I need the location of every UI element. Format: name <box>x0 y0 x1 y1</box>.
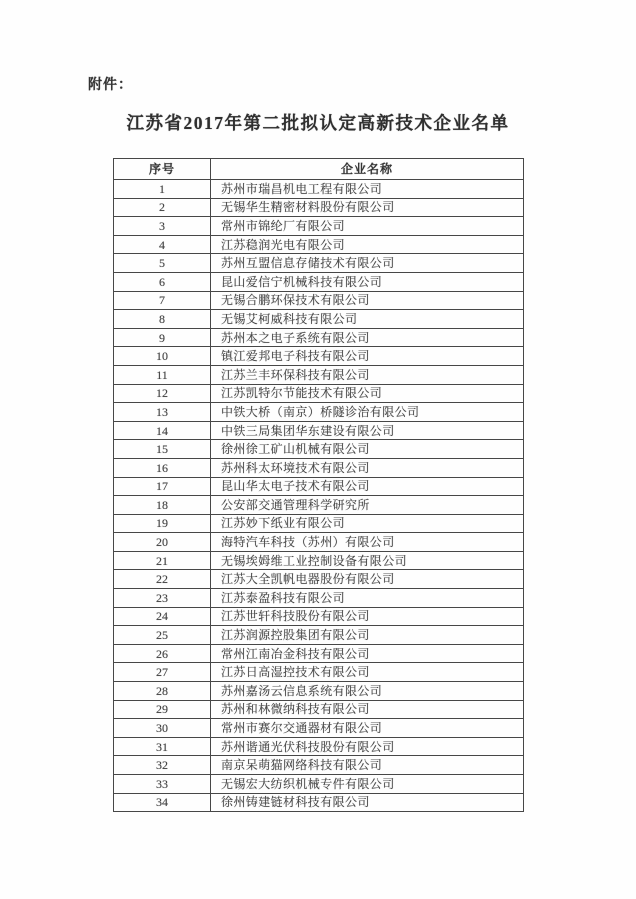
enterprise-name: 无锡华生精密材料股份有限公司 <box>211 198 524 217</box>
row-serial-number: 11 <box>114 365 211 384</box>
enterprise-name: 徐州徐工矿山机械有限公司 <box>211 440 524 459</box>
table-row <box>114 384 524 403</box>
row-serial-number: 34 <box>114 793 211 812</box>
row-serial-number: 2 <box>114 198 211 217</box>
row-serial-number: 6 <box>114 272 211 291</box>
table-row <box>114 328 524 347</box>
table-row <box>114 551 524 570</box>
enterprise-name: 中铁大桥（南京）桥隧诊治有限公司 <box>211 403 524 422</box>
table-row <box>114 235 524 254</box>
table-row <box>114 421 524 440</box>
enterprise-name: 苏州嘉汤云信息系统有限公司 <box>211 682 524 701</box>
enterprise-name: 常州市锦纶厂有限公司 <box>211 217 524 236</box>
row-serial-number: 25 <box>114 626 211 645</box>
row-serial-number: 32 <box>114 756 211 775</box>
row-serial-number: 8 <box>114 310 211 329</box>
enterprise-name: 无锡宏大纺织机械专件有限公司 <box>211 775 524 794</box>
table-header-row <box>114 159 524 180</box>
enterprise-name: 苏州和林微纳科技有限公司 <box>211 700 524 719</box>
table-row <box>114 514 524 533</box>
table-row <box>114 403 524 422</box>
row-serial-number: 5 <box>114 254 211 273</box>
table-row <box>114 272 524 291</box>
page-title: 江苏省2017年第二批拟认定高新技术企业名单 <box>126 113 510 133</box>
table-row <box>114 793 524 812</box>
enterprise-name: 江苏妙下纸业有限公司 <box>211 514 524 533</box>
row-serial-number: 24 <box>114 607 211 626</box>
table-row <box>114 682 524 701</box>
table-row <box>114 775 524 794</box>
row-serial-number: 4 <box>114 235 211 254</box>
row-serial-number: 21 <box>114 551 211 570</box>
row-serial-number: 27 <box>114 663 211 682</box>
enterprise-name: 无锡艾柯威科技有限公司 <box>211 310 524 329</box>
row-serial-number: 17 <box>114 477 211 496</box>
row-serial-number: 28 <box>114 682 211 701</box>
enterprise-name: 苏州本之电子系统有限公司 <box>211 328 524 347</box>
enterprise-name: 公安部交通管理科学研究所 <box>211 496 524 515</box>
table-body <box>114 180 524 812</box>
row-serial-number: 23 <box>114 589 211 608</box>
row-serial-number: 18 <box>114 496 211 515</box>
enterprise-name: 江苏泰盈科技有限公司 <box>211 589 524 608</box>
row-serial-number: 26 <box>114 644 211 663</box>
table-row <box>114 198 524 217</box>
enterprise-name: 苏州谐通光伏科技股份有限公司 <box>211 737 524 756</box>
row-serial-number: 19 <box>114 514 211 533</box>
row-serial-number: 22 <box>114 570 211 589</box>
enterprise-name: 江苏兰丰环保科技有限公司 <box>211 365 524 384</box>
enterprise-name: 江苏大全凯帆电器股份有限公司 <box>211 570 524 589</box>
table-row <box>114 477 524 496</box>
table-row <box>114 756 524 775</box>
enterprise-name: 徐州铸建链材科技有限公司 <box>211 793 524 812</box>
enterprise-name: 苏州互盟信息存储技术有限公司 <box>211 254 524 273</box>
table-row <box>114 663 524 682</box>
enterprise-name: 苏州市瑞昌机电工程有限公司 <box>211 180 524 199</box>
enterprise-name: 常州市赛尔交通器材有限公司 <box>211 719 524 738</box>
enterprise-name: 江苏凯特尔节能技术有限公司 <box>211 384 524 403</box>
table-row <box>114 310 524 329</box>
row-serial-number: 7 <box>114 291 211 310</box>
row-serial-number: 29 <box>114 700 211 719</box>
table-row <box>114 254 524 273</box>
table-row <box>114 291 524 310</box>
table-header <box>114 159 524 180</box>
enterprise-name: 昆山华太电子技术有限公司 <box>211 477 524 496</box>
row-serial-number: 14 <box>114 421 211 440</box>
table-row <box>114 700 524 719</box>
column-header-enterprise-name: 企业名称 <box>211 159 524 180</box>
table-row <box>114 644 524 663</box>
enterprise-name: 中铁三局集团华东建设有限公司 <box>211 421 524 440</box>
table-row <box>114 365 524 384</box>
row-serial-number: 20 <box>114 533 211 552</box>
row-serial-number: 16 <box>114 458 211 477</box>
attachment-label: 附件： <box>88 78 133 93</box>
table-row <box>114 607 524 626</box>
table-row <box>114 180 524 199</box>
table-row <box>114 347 524 366</box>
row-serial-number: 31 <box>114 737 211 756</box>
table-row <box>114 719 524 738</box>
enterprise-table <box>113 158 524 812</box>
enterprise-name: 江苏稳润光电有限公司 <box>211 235 524 254</box>
row-serial-number: 9 <box>114 328 211 347</box>
enterprise-name: 镇江爱邦电子科技有限公司 <box>211 347 524 366</box>
table-row <box>114 626 524 645</box>
row-serial-number: 15 <box>114 440 211 459</box>
row-serial-number: 12 <box>114 384 211 403</box>
table-row <box>114 496 524 515</box>
row-serial-number: 13 <box>114 403 211 422</box>
enterprise-name: 无锡合鹏环保技术有限公司 <box>211 291 524 310</box>
table-row <box>114 533 524 552</box>
enterprise-name: 江苏日高湿控技术有限公司 <box>211 663 524 682</box>
row-serial-number: 33 <box>114 775 211 794</box>
table-row <box>114 589 524 608</box>
row-serial-number: 30 <box>114 719 211 738</box>
column-header-serial-number: 序号 <box>114 159 211 180</box>
table-row <box>114 737 524 756</box>
row-serial-number: 10 <box>114 347 211 366</box>
enterprise-name: 常州江南冶金科技有限公司 <box>211 644 524 663</box>
enterprise-name: 苏州科太环境技术有限公司 <box>211 458 524 477</box>
enterprise-name: 昆山爱信宁机械科技有限公司 <box>211 272 524 291</box>
enterprise-name: 江苏润源控股集团有限公司 <box>211 626 524 645</box>
enterprise-name: 无锡埃姆维工业控制设备有限公司 <box>211 551 524 570</box>
table-row <box>114 217 524 236</box>
enterprise-name: 江苏世轩科技股份有限公司 <box>211 607 524 626</box>
table-row <box>114 570 524 589</box>
table-row <box>114 458 524 477</box>
row-serial-number: 1 <box>114 180 211 199</box>
row-serial-number: 3 <box>114 217 211 236</box>
table-row <box>114 440 524 459</box>
enterprise-name: 南京呆萌猫网络科技有限公司 <box>211 756 524 775</box>
enterprise-name: 海特汽车科技（苏州）有限公司 <box>211 533 524 552</box>
